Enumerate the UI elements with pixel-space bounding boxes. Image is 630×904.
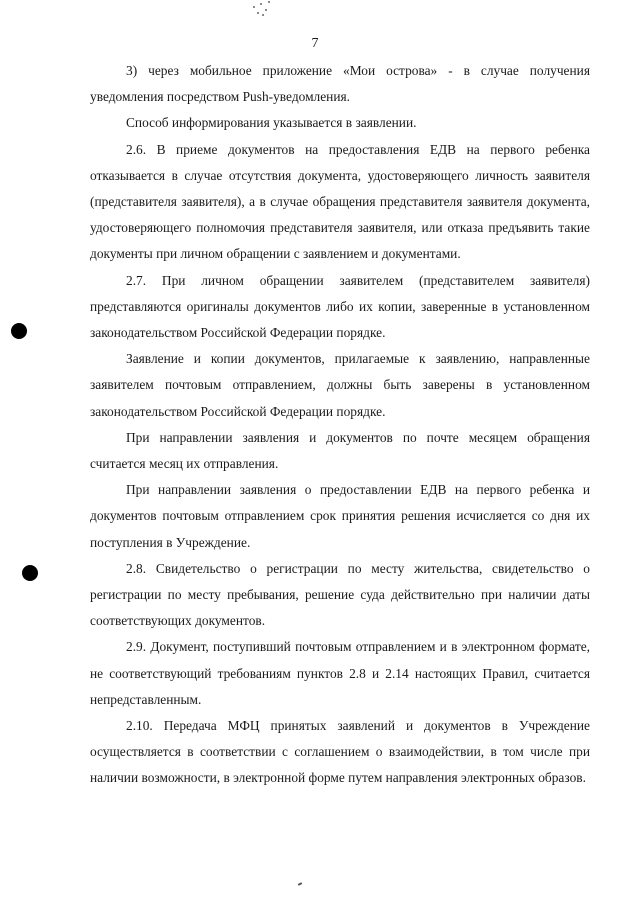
paragraph-2-7: 2.7. При личном обращении заявителем (представителем заявителя) представляются оригиналы документов либо их копии, заверенные в установленном законодательством Российской Федерации порядке. <box>90 272 590 341</box>
paragraph-2-8: 2.8. Свидетельство о регистрации по месту жительства, свидетельство о регистрации по месту пребывания, решение суда действительно при наличии даты соответствующих документов. <box>90 560 590 629</box>
paragraph-post-month: При направлении заявления и документов по почте месяцем обращения считается месяц их отправления. <box>90 429 590 472</box>
paragraph-item-3: 3) через мобильное приложение «Мои острова» - в случае получения уведомления посредством Push-уведомления. <box>90 63 590 105</box>
punch-hole <box>11 323 27 339</box>
paragraph-application-copies: Заявление и копии документов, прилагаемые к заявлению, направленные заявителем почтовым отправлением, должны быть заверены в установленном законодательством Российской Федерации порядке. <box>90 351 590 419</box>
paragraph-post-deadline: При направлении заявления о предоставлении ЕДВ на первого ребенка и документов почтовым отправлением срок принятия решения исчисляется со дня их поступления в Учреждение. <box>90 482 590 550</box>
document-body <box>90 58 590 792</box>
paragraph-2-10: 2.10. Передача МФЦ принятых заявлений и документов в Учреждение осуществляется в соответствии с соглашением о взаимодействии, в том числе при наличии возможности, в электронной форме путем направления электронных образов. <box>90 718 590 786</box>
paragraph-info-method: Способ информирования указывается в заявлении. <box>126 115 417 131</box>
paragraph-2-9: 2.9. Документ, поступивший почтовым отправлением и в электронном формате, не соответствующий требованиям пунктов 2.8 и 2.14 настоящих Правил, считается непредставленным. <box>90 639 590 707</box>
punch-hole <box>22 565 38 581</box>
scan-mark <box>298 882 302 886</box>
paragraph-2-6: 2.6. В приеме документов на предоставления ЕДВ на первого ребенка отказывается в случае отсутствия документа, удостоверяющего личность заявителя (представителя заявителя), а в случае обращения представителя заявителя документа, удостоверяющего полномочия представителя заявителя, или отказа предъявить такие документы при личном обращении с заявлением и документами. <box>90 141 590 262</box>
page-number: 7 <box>311 36 319 51</box>
